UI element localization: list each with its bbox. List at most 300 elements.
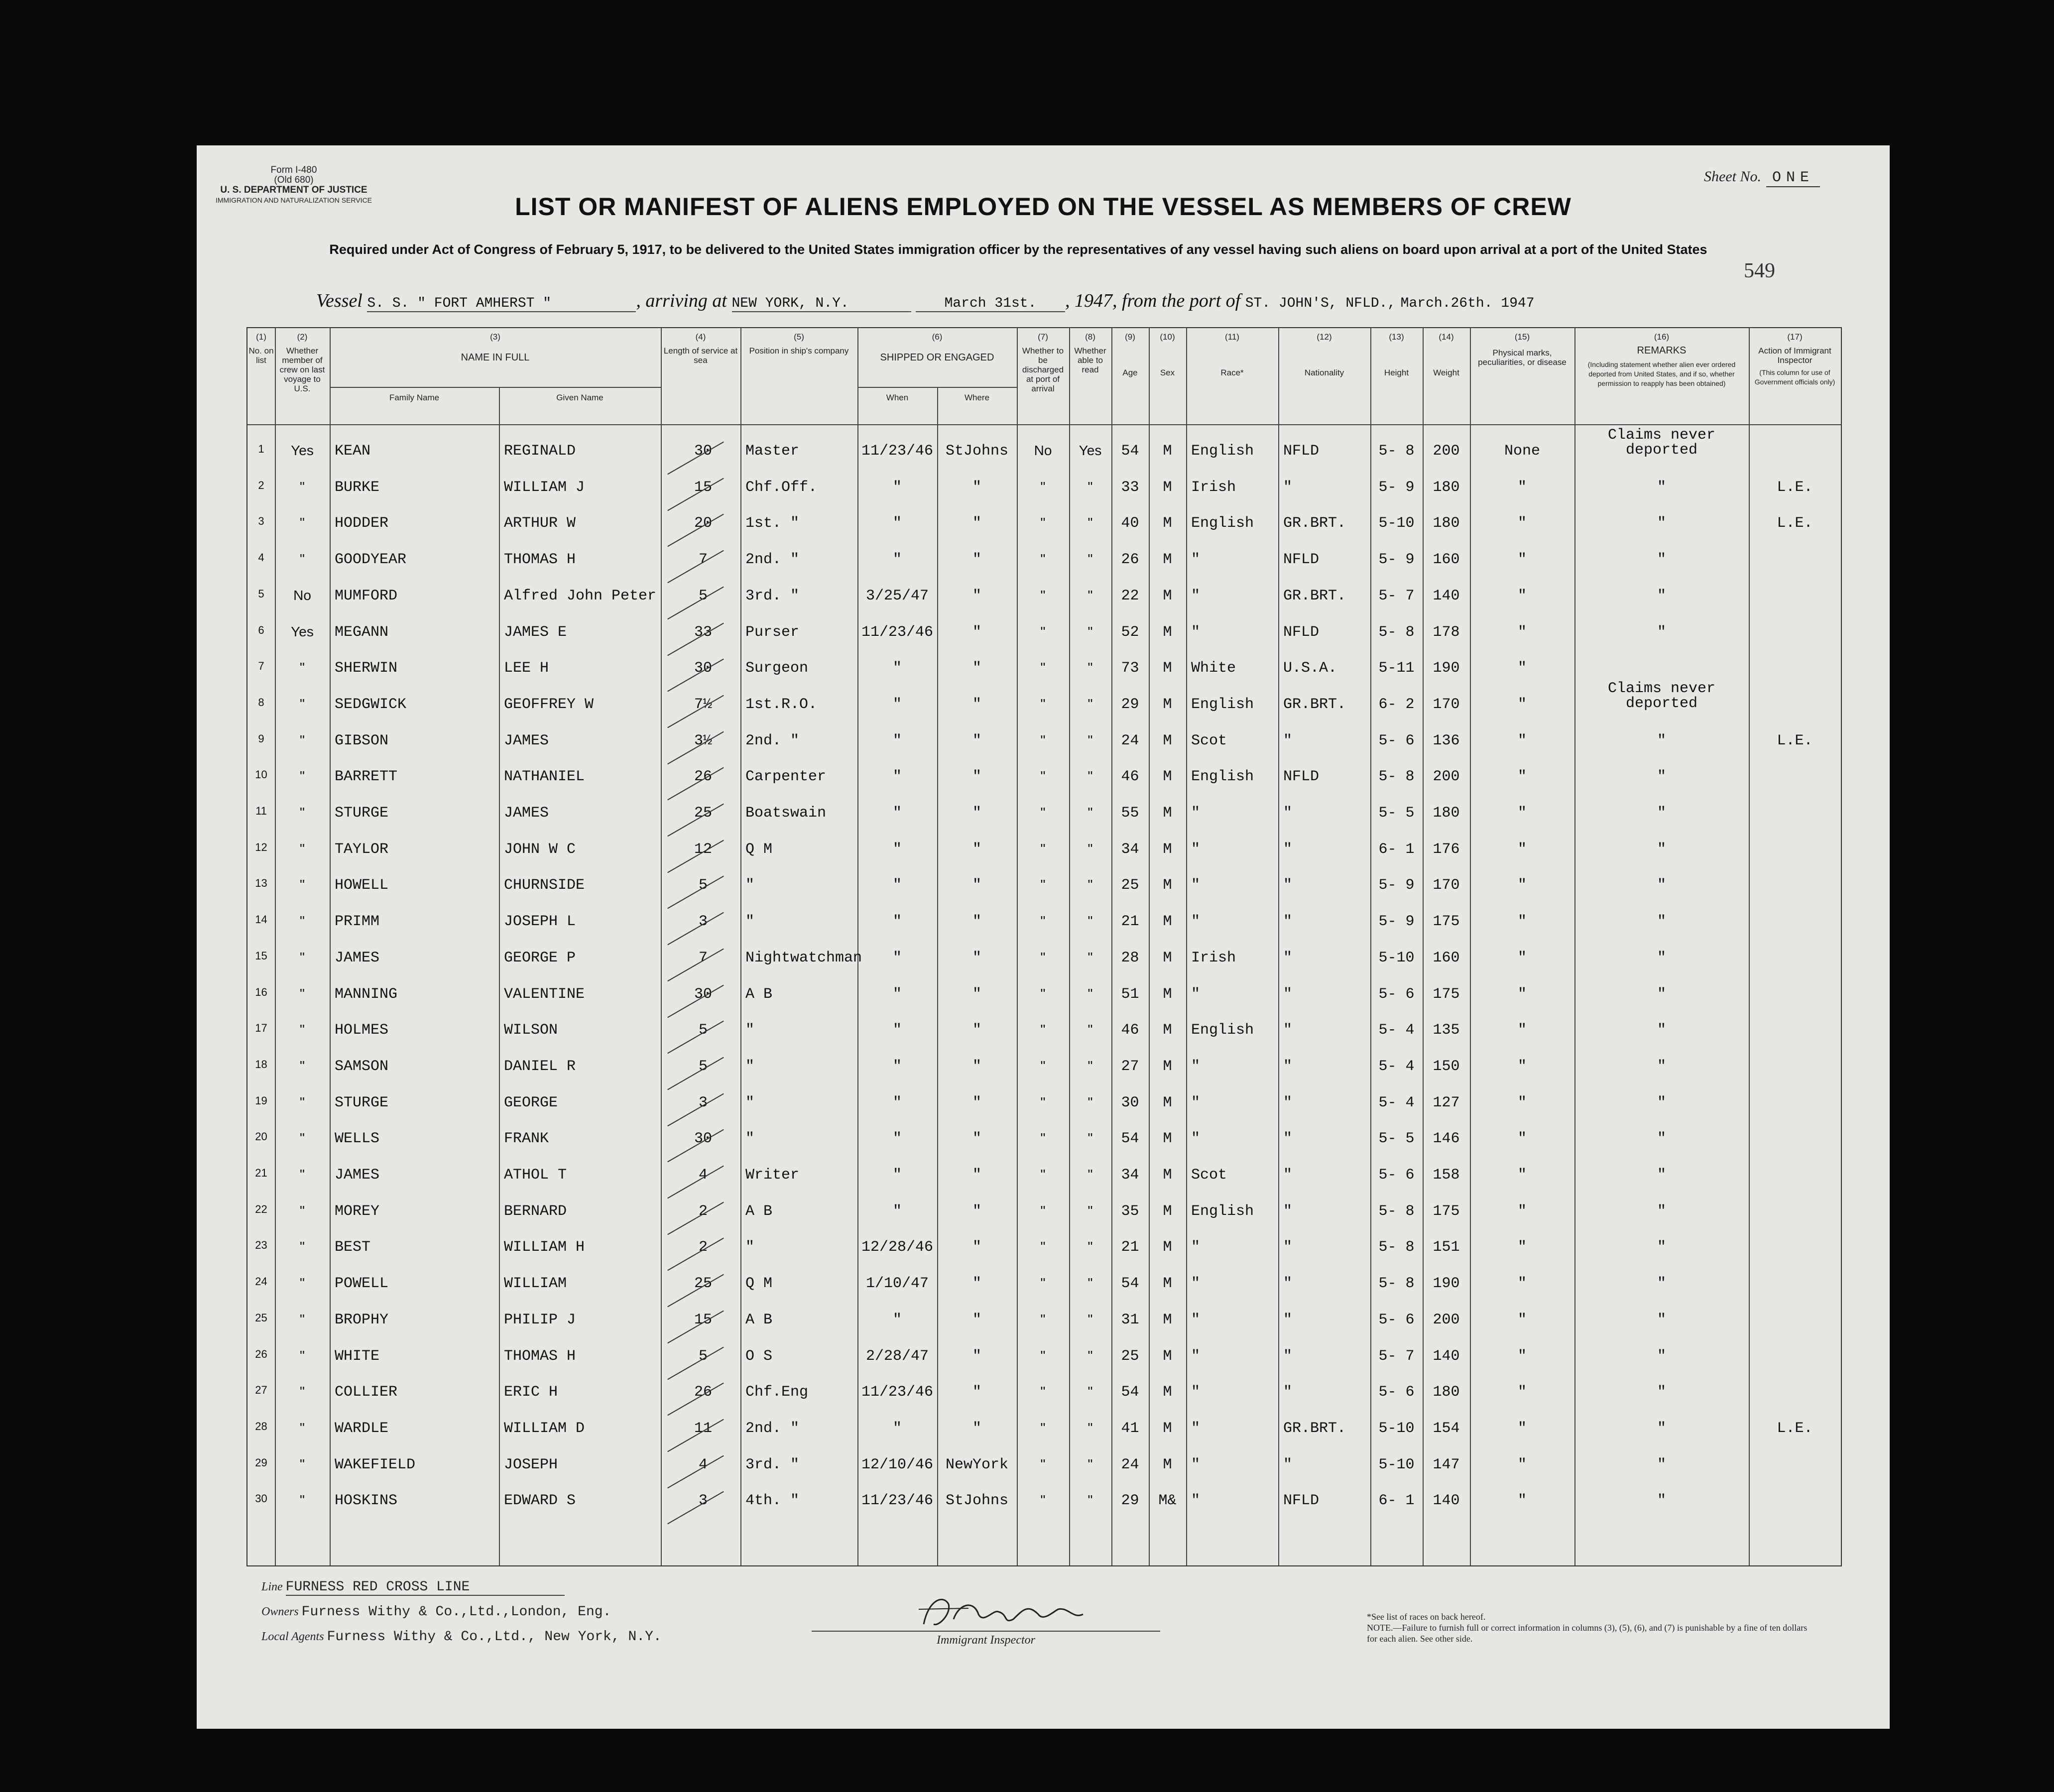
sex: M <box>1163 732 1172 749</box>
race: Scot <box>1191 1167 1227 1184</box>
age: 54 <box>1121 1130 1139 1148</box>
column-label-c10: Sex <box>1160 368 1175 377</box>
position: Q M <box>745 1275 773 1293</box>
row-number: 28 <box>255 1420 267 1433</box>
header-group-divider <box>857 387 1017 388</box>
remarks: " <box>1657 1347 1666 1365</box>
family-name: KEAN <box>335 443 371 460</box>
height: 5-10 <box>1378 1420 1415 1437</box>
vessel-name: S. S. " FORT AMHERST " <box>367 296 636 312</box>
discharged: " <box>1040 1384 1046 1400</box>
line-label: Line <box>261 1580 283 1593</box>
remarks: " <box>1657 913 1666 931</box>
column-number-c1: (1) <box>256 332 266 342</box>
height: 5- 9 <box>1378 913 1415 931</box>
given-name: THOMAS H <box>504 551 576 569</box>
row-number: 4 <box>258 551 264 564</box>
last-voyage: " <box>300 515 305 531</box>
sex: M <box>1163 587 1172 604</box>
inspector-label: Immigrant Inspector <box>812 1631 1160 1647</box>
position: 2nd. " <box>745 732 800 749</box>
position: A B <box>745 985 773 1003</box>
inspector-action: L.E. <box>1777 478 1813 496</box>
service-length: 20 <box>694 515 712 532</box>
row-number: 9 <box>258 732 264 745</box>
discharged: " <box>1040 877 1046 893</box>
shipped-where: " <box>972 1347 981 1365</box>
age: 51 <box>1121 985 1139 1003</box>
column-label-c4: Length of service at sea <box>663 346 738 365</box>
service-length: 7 <box>698 949 708 966</box>
nationality: " <box>1283 985 1293 1003</box>
age: 25 <box>1121 877 1139 894</box>
last-voyage: " <box>300 1456 305 1472</box>
weight: 175 <box>1433 1202 1460 1220</box>
physical-marks: " <box>1517 623 1527 641</box>
last-voyage: " <box>300 696 305 712</box>
race: English <box>1191 768 1254 786</box>
physical-marks: " <box>1517 1492 1527 1510</box>
department-name: U. S. DEPARTMENT OF JUSTICE <box>220 185 367 195</box>
sheet-label: Sheet No. <box>1704 168 1761 185</box>
weight: 180 <box>1433 515 1460 532</box>
nationality: " <box>1283 1130 1293 1148</box>
physical-marks: " <box>1517 1347 1527 1365</box>
position: 4th. " <box>745 1492 800 1510</box>
sex: M <box>1163 1094 1172 1111</box>
column-divider <box>1470 328 1471 1565</box>
weight: 160 <box>1433 551 1460 569</box>
nationality: NFLD <box>1283 551 1320 569</box>
nationality: U.S.A. <box>1283 660 1337 677</box>
nationality: " <box>1283 1167 1293 1184</box>
row-number: 3 <box>258 515 264 528</box>
shipped-when: " <box>892 660 902 677</box>
sheet-value: ONE <box>1766 169 1820 187</box>
service-length: 30 <box>694 1130 712 1148</box>
position: 1st. " <box>745 515 800 532</box>
column-label-c7: Whether to be discharged at port of arrival <box>1022 346 1064 393</box>
shipped-where: " <box>972 949 981 966</box>
last-voyage: " <box>300 478 305 494</box>
height: 5- 6 <box>1378 1384 1415 1401</box>
discharged: " <box>1040 1022 1046 1038</box>
race: " <box>1191 1420 1201 1437</box>
service-length: 4 <box>698 1167 708 1184</box>
shipped-where: " <box>972 732 981 749</box>
given-name: WILLIAM H <box>504 1239 585 1256</box>
departure-port: ST. JOHN'S, NFLD., <box>1245 296 1396 311</box>
shipped-when: " <box>892 913 902 931</box>
discharged: " <box>1040 768 1046 784</box>
nationality: " <box>1283 1022 1293 1039</box>
race: " <box>1191 1347 1201 1365</box>
service-length: 30 <box>694 660 712 677</box>
row-number: 29 <box>255 1456 267 1469</box>
shipped-when: 12/28/46 <box>861 1239 934 1256</box>
race: " <box>1191 1094 1201 1111</box>
physical-marks: " <box>1517 478 1527 496</box>
agents-value: Furness Withy & Co.,Ltd., New York, N.Y. <box>327 1629 662 1645</box>
shipped-where: " <box>972 877 981 894</box>
age: 54 <box>1121 1384 1139 1401</box>
family-name: JAMES <box>335 949 380 966</box>
weight: 175 <box>1433 913 1460 931</box>
race: " <box>1191 1239 1201 1256</box>
weight: 175 <box>1433 985 1460 1003</box>
nationality: GR.BRT. <box>1283 587 1346 604</box>
last-voyage: " <box>300 1347 305 1363</box>
able-to-read: " <box>1087 1058 1093 1074</box>
able-to-read: " <box>1087 660 1093 676</box>
able-to-read: " <box>1087 1202 1093 1218</box>
sex: M <box>1163 949 1172 966</box>
shipped-where: " <box>972 840 981 858</box>
height: 5- 6 <box>1378 732 1415 749</box>
remarks: " <box>1657 551 1666 569</box>
service-length: 25 <box>694 805 712 822</box>
penalty-note: NOTE.—Failure to furnish full or correct information in columns (3), (5), (6), and (7) is punishable by a fine of ten dollars for each alien. See other side. <box>1367 1623 1808 1644</box>
service-length: 5 <box>698 877 708 894</box>
form-number: Form I-480 <box>270 165 317 175</box>
height: 6- 1 <box>1378 1492 1415 1510</box>
height: 5-11 <box>1378 660 1415 677</box>
remarks: " <box>1657 1022 1666 1039</box>
remarks: " <box>1657 478 1666 496</box>
physical-marks: " <box>1517 1384 1527 1401</box>
race: " <box>1191 1311 1201 1328</box>
shipped-when: 12/10/46 <box>861 1456 934 1473</box>
physical-marks: None <box>1504 443 1540 460</box>
race: " <box>1191 551 1201 569</box>
height: 5-10 <box>1378 1456 1415 1473</box>
height: 5- 9 <box>1378 478 1415 496</box>
physical-marks: " <box>1517 660 1527 677</box>
last-voyage: " <box>300 1022 305 1038</box>
sex: M <box>1163 1420 1172 1437</box>
height: 5- 8 <box>1378 1239 1415 1256</box>
position: " <box>745 1130 755 1148</box>
position: 2nd. " <box>745 551 800 569</box>
row-number: 11 <box>255 805 267 817</box>
arrival-year: , 1947 <box>1065 290 1112 311</box>
service-length: 3½ <box>694 732 712 749</box>
physical-marks: " <box>1517 696 1527 713</box>
column-divider <box>857 328 858 1565</box>
shipped-where: " <box>972 985 981 1003</box>
last-voyage: " <box>300 732 305 748</box>
able-to-read: " <box>1087 732 1093 748</box>
race: White <box>1191 660 1236 677</box>
weight: 176 <box>1433 840 1460 858</box>
discharged: " <box>1040 1239 1046 1255</box>
able-to-read: " <box>1087 587 1093 603</box>
shipped-when: 11/23/46 <box>861 623 934 641</box>
last-voyage: " <box>300 1384 305 1400</box>
given-name: Alfred John Peter <box>504 587 657 604</box>
column-number-c2: (2) <box>297 332 308 342</box>
position: " <box>745 877 755 894</box>
age: 34 <box>1121 1167 1139 1184</box>
service-length: 30 <box>694 443 712 460</box>
given-name: ERIC H <box>504 1384 558 1401</box>
height: 5- 8 <box>1378 768 1415 786</box>
family-name: SEDGWICK <box>335 696 407 713</box>
document-subtitle: Required under Act of Congress of February 5, 1917, to be delivered to the United States immigration officer by the representatives of any vessel having such aliens on board upon arrival at a port of the United States <box>329 242 1707 257</box>
race: " <box>1191 587 1201 604</box>
nationality: GR.BRT. <box>1283 1420 1346 1437</box>
shipped-when: 3/25/47 <box>865 587 929 604</box>
last-voyage: Yes <box>291 623 314 639</box>
last-voyage: " <box>300 877 305 893</box>
shipped-when: " <box>892 877 902 894</box>
row-number: 6 <box>258 623 264 636</box>
race: " <box>1191 1384 1201 1401</box>
age: 27 <box>1121 1058 1139 1075</box>
column-divider <box>1370 328 1371 1565</box>
discharged: " <box>1040 1094 1046 1110</box>
position: Surgeon <box>745 660 809 677</box>
row-number: 12 <box>255 840 267 853</box>
last-voyage: " <box>300 805 305 820</box>
race: " <box>1191 1492 1201 1510</box>
column-sublabel-remarks: (Including statement whether alien ever ordered deported from United States, and if so, whether permission to reapply has been obtained) <box>1587 360 1736 387</box>
able-to-read: " <box>1087 1022 1093 1038</box>
weight: 190 <box>1433 1275 1460 1293</box>
weight: 190 <box>1433 660 1460 677</box>
remarks: " <box>1657 949 1666 966</box>
shipped-when: " <box>892 949 902 966</box>
discharged: " <box>1040 1202 1046 1218</box>
nationality: " <box>1283 1311 1293 1328</box>
discharged: " <box>1040 1347 1046 1363</box>
service-length: 15 <box>694 1311 712 1328</box>
able-to-read: " <box>1087 949 1093 965</box>
shipped-when: " <box>892 1130 902 1148</box>
given-name: VALENTINE <box>504 985 585 1003</box>
row-number: 10 <box>255 768 267 781</box>
age: 46 <box>1121 1022 1139 1039</box>
sex: M <box>1163 805 1172 822</box>
position: Q M <box>745 840 773 858</box>
race: Irish <box>1191 478 1236 496</box>
height: 5-10 <box>1378 949 1415 966</box>
family-name: STURGE <box>335 805 389 822</box>
sex: M <box>1163 840 1172 858</box>
shipped-where: " <box>972 551 981 569</box>
nationality: NFLD <box>1283 623 1320 641</box>
position: O S <box>745 1347 773 1365</box>
sex: M& <box>1158 1492 1177 1510</box>
shipped-when: " <box>892 805 902 822</box>
shipped-when: " <box>892 1022 902 1039</box>
shipped-where: " <box>972 515 981 532</box>
able-to-read: " <box>1087 1456 1093 1472</box>
shipped-where: " <box>972 587 981 604</box>
row-number: 2 <box>258 478 264 491</box>
family-name: COLLIER <box>335 1384 398 1401</box>
able-to-read: " <box>1087 768 1093 784</box>
remarks: " <box>1657 877 1666 894</box>
age: 54 <box>1121 1275 1139 1293</box>
given-name: JOSEPH <box>504 1456 558 1473</box>
remarks: " <box>1657 1058 1666 1075</box>
weight: 154 <box>1433 1420 1460 1437</box>
race: " <box>1191 1275 1201 1293</box>
column-label-c13: Height <box>1384 368 1409 377</box>
given-name: PHILIP J <box>504 1311 576 1328</box>
position: 3rd. " <box>745 587 800 604</box>
service-length: 7½ <box>694 696 712 713</box>
discharged: " <box>1040 623 1046 639</box>
height: 5- 4 <box>1378 1094 1415 1111</box>
given-name: CHURNSIDE <box>504 877 585 894</box>
given-name: GEORGE P <box>504 949 576 966</box>
service-length: 7 <box>698 551 708 569</box>
weight: 127 <box>1433 1094 1460 1111</box>
sex: M <box>1163 768 1172 786</box>
column-divider <box>499 388 500 1565</box>
family-name: MEGANN <box>335 623 389 641</box>
row-number: 26 <box>255 1347 267 1360</box>
weight: 180 <box>1433 478 1460 496</box>
column-number-c11: (11) <box>1225 332 1239 342</box>
line-field <box>261 1579 565 1596</box>
last-voyage: " <box>300 1167 305 1182</box>
age: 55 <box>1121 805 1139 822</box>
physical-marks: " <box>1517 1094 1527 1111</box>
remarks: Claims never deported <box>1607 680 1716 712</box>
given-name: LEE H <box>504 660 549 677</box>
discharged: " <box>1040 805 1046 820</box>
column-label-c16: REMARKS <box>1637 345 1687 356</box>
position: Carpenter <box>745 768 827 786</box>
race: Irish <box>1191 949 1236 966</box>
row-number: 23 <box>255 1239 267 1252</box>
column-label-c6: SHIPPED OR ENGAGED <box>880 352 994 363</box>
race: " <box>1191 877 1201 894</box>
service-length: 3 <box>698 1492 708 1510</box>
sex: M <box>1163 1347 1172 1365</box>
height: 6- 1 <box>1378 840 1415 858</box>
row-number: 21 <box>255 1167 267 1179</box>
position: Chf.Eng <box>745 1384 809 1401</box>
family-name: BEST <box>335 1239 371 1256</box>
family-name: HODDER <box>335 515 389 532</box>
service-length: 26 <box>694 1384 712 1401</box>
given-name: THOMAS H <box>504 1347 576 1365</box>
last-voyage: " <box>300 1058 305 1074</box>
shipped-where: " <box>972 478 981 496</box>
sex: M <box>1163 913 1172 931</box>
remarks: " <box>1657 985 1666 1003</box>
column-divider <box>1574 328 1575 1565</box>
shipped-when: 2/28/47 <box>865 1347 929 1365</box>
form-old-number: (Old 680) <box>274 175 314 185</box>
shipped-where: NewYork <box>945 1456 1009 1473</box>
shipped-when: 11/23/46 <box>861 1384 934 1401</box>
last-voyage: " <box>300 1202 305 1218</box>
column-number-c10: (10) <box>1160 332 1175 342</box>
last-voyage: Yes <box>291 443 314 458</box>
discharged: " <box>1040 515 1046 531</box>
able-to-read: " <box>1087 913 1093 929</box>
position: Boatswain <box>745 805 827 822</box>
discharged: " <box>1040 949 1046 965</box>
able-to-read: " <box>1087 515 1093 531</box>
remarks: " <box>1657 1311 1666 1328</box>
age: 25 <box>1121 1347 1139 1365</box>
service-length: 2 <box>698 1202 708 1220</box>
height: 5- 8 <box>1378 1202 1415 1220</box>
column-divider <box>1186 328 1187 1565</box>
nationality: " <box>1283 1347 1293 1365</box>
given-name: WILLIAM J <box>504 478 585 496</box>
row-number: 20 <box>255 1130 267 1143</box>
nationality: " <box>1283 1202 1293 1220</box>
age: 22 <box>1121 587 1139 604</box>
remarks: " <box>1657 840 1666 858</box>
physical-marks: " <box>1517 1239 1527 1256</box>
shipped-where: " <box>972 1275 981 1293</box>
nationality: NFLD <box>1283 443 1320 460</box>
sex: M <box>1163 1130 1172 1148</box>
nationality: NFLD <box>1283 768 1320 786</box>
position: Master <box>745 443 800 460</box>
weight: 180 <box>1433 805 1460 822</box>
able-to-read: " <box>1087 1130 1093 1146</box>
physical-marks: " <box>1517 768 1527 786</box>
remarks: " <box>1657 1456 1666 1473</box>
height: 5-10 <box>1378 515 1415 532</box>
shipped-when: " <box>892 1420 902 1437</box>
arrival-date: March 31st. <box>916 296 1065 312</box>
shipped-where: " <box>972 1022 981 1039</box>
last-voyage: " <box>300 1130 305 1146</box>
header-group-divider <box>330 387 661 388</box>
sex: M <box>1163 1202 1172 1220</box>
remarks: " <box>1657 623 1666 641</box>
shipped-where: " <box>972 1130 981 1148</box>
sex: M <box>1163 660 1172 677</box>
nationality: " <box>1283 732 1293 749</box>
height: 5- 4 <box>1378 1022 1415 1039</box>
height: 5- 7 <box>1378 1347 1415 1365</box>
age: 41 <box>1121 1420 1139 1437</box>
family-name: WELLS <box>335 1130 380 1148</box>
inspector-action: L.E. <box>1777 1420 1813 1437</box>
discharged: " <box>1040 696 1046 712</box>
nationality: " <box>1283 840 1293 858</box>
position: 3rd. " <box>745 1456 800 1473</box>
column-divider <box>1149 328 1150 1565</box>
family-name: HOLMES <box>335 1022 389 1039</box>
physical-marks: " <box>1517 1022 1527 1039</box>
last-voyage: " <box>300 840 305 856</box>
position: " <box>745 1058 755 1075</box>
age: 26 <box>1121 551 1139 569</box>
arriving-port: NEW YORK, N.Y. <box>732 296 911 312</box>
discharged: " <box>1040 1130 1046 1146</box>
able-to-read: " <box>1087 1492 1093 1508</box>
physical-marks: " <box>1517 1275 1527 1293</box>
height: 5- 5 <box>1378 1130 1415 1148</box>
owners-label: Owners <box>261 1605 299 1618</box>
page-number: 549 <box>1744 259 1775 282</box>
last-voyage: " <box>300 1311 305 1327</box>
race: " <box>1191 985 1201 1003</box>
family-name: HOWELL <box>335 877 389 894</box>
